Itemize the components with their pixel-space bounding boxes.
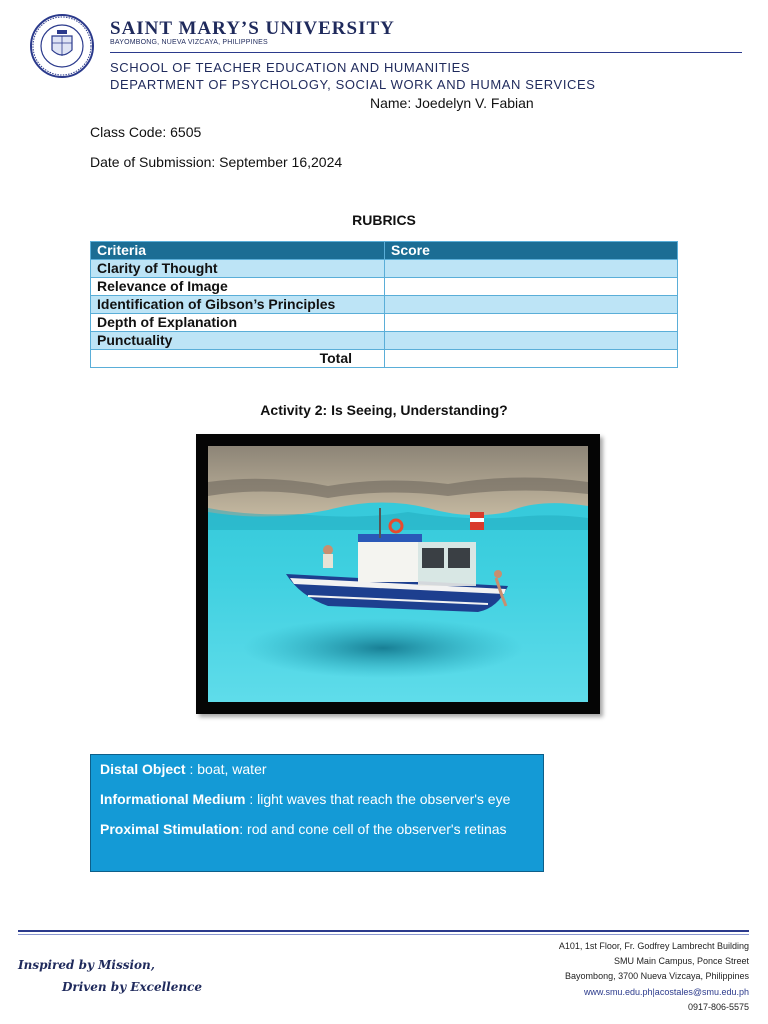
table-row bbox=[91, 278, 678, 296]
footer-divider bbox=[18, 930, 749, 932]
criteria-cell: Punctuality bbox=[91, 332, 385, 350]
university-address: BAYOMBONG, NUEVA VIZCAYA, PHILIPPINES bbox=[110, 39, 268, 46]
rubrics-title: RUBRICS bbox=[352, 212, 416, 228]
table-header-row bbox=[91, 242, 678, 260]
submission-date: Date of Submission: September 16,2024 bbox=[90, 154, 343, 170]
table-row bbox=[91, 260, 678, 278]
rubrics-table bbox=[90, 241, 678, 368]
footer-address-line-2: SMU Main Campus, Ponce Street bbox=[613, 956, 749, 966]
criteria-cell: Relevance of Image bbox=[91, 278, 385, 296]
total-score-cell[interactable] bbox=[385, 350, 678, 368]
student-name: Name: Joedelyn V. Fabian bbox=[370, 95, 534, 111]
proximal-stimulation-label: Proximal Stimulation bbox=[100, 821, 240, 837]
column-header-criteria: Criteria bbox=[91, 242, 385, 260]
informational-medium-text: : light waves that reach the observer's eye bbox=[245, 791, 511, 807]
table-row bbox=[91, 296, 678, 314]
distal-object-text: : boat, water bbox=[185, 761, 267, 777]
footer-address-line-3: Bayombong, 3700 Nueva Vizcaya, Philippines bbox=[565, 971, 749, 981]
criteria-cell: Clarity of Thought bbox=[91, 260, 385, 278]
total-row bbox=[91, 350, 678, 368]
score-cell[interactable] bbox=[385, 260, 678, 278]
university-name: SAINT MARY’S UNIVERSITY bbox=[110, 18, 395, 39]
tagline-excellence: Driven by Excellence bbox=[62, 980, 202, 994]
photo-scene bbox=[208, 446, 588, 702]
proximal-stimulation-text: : rod and cone cell of the observer's retinas bbox=[239, 821, 507, 837]
perception-info-box bbox=[90, 754, 544, 872]
distal-object-paragraph bbox=[100, 760, 534, 778]
total-label: Total bbox=[91, 350, 385, 368]
header-divider bbox=[110, 52, 742, 53]
informational-medium-paragraph bbox=[100, 790, 534, 808]
tagline-mission: Inspired by Mission, bbox=[18, 958, 155, 972]
criteria-cell: Identification of Gibson’s Principles bbox=[91, 296, 385, 314]
footer-address-line-1: A101, 1st Floor, Fr. Godfrey Lambrecht Building bbox=[558, 941, 749, 951]
footer-divider-thin bbox=[18, 934, 749, 935]
score-cell[interactable] bbox=[385, 332, 678, 350]
score-cell[interactable] bbox=[385, 278, 678, 296]
distal-object-label: Distal Object bbox=[100, 761, 186, 777]
informational-medium-label: Informational Medium bbox=[100, 791, 246, 807]
footer-web-email-link[interactable]: www.smu.edu.ph|acostales@smu.edu.ph bbox=[583, 987, 749, 997]
criteria-cell: Depth of Explanation bbox=[91, 314, 385, 332]
proximal-stimulation-paragraph bbox=[100, 820, 534, 838]
activity-title: Activity 2: Is Seeing, Understanding? bbox=[260, 402, 508, 418]
column-header-score: Score bbox=[385, 242, 678, 260]
score-cell[interactable] bbox=[385, 296, 678, 314]
class-code: Class Code: 6505 bbox=[90, 124, 202, 140]
table-row bbox=[91, 314, 678, 332]
footer-phone: 0917-806-5575 bbox=[687, 1002, 749, 1012]
floating-boat-photo bbox=[196, 434, 600, 714]
score-cell[interactable] bbox=[385, 314, 678, 332]
school-name: SCHOOL OF TEACHER EDUCATION AND HUMANITIES bbox=[110, 60, 471, 75]
university-seal-icon bbox=[30, 14, 94, 78]
table-row bbox=[91, 332, 678, 350]
department-name: DEPARTMENT OF PSYCHOLOGY, SOCIAL WORK AND HUMAN SERVICES bbox=[110, 77, 596, 92]
